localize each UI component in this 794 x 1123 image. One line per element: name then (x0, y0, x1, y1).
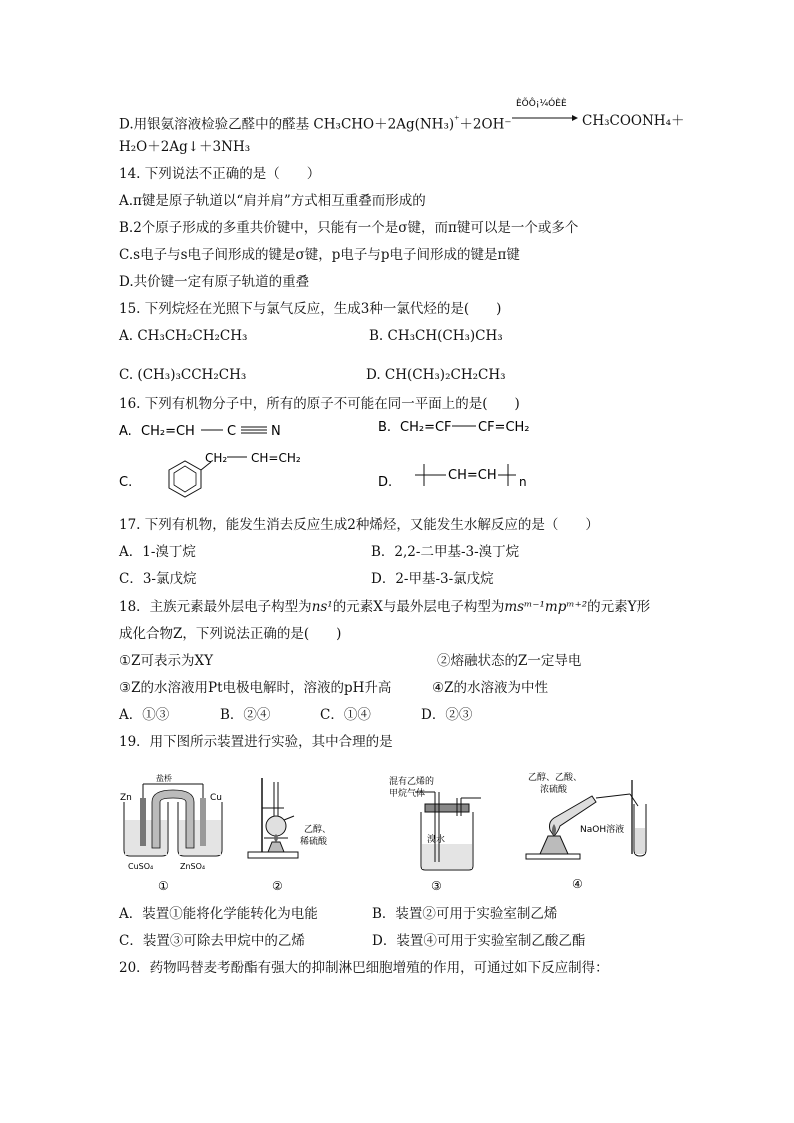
svg-text:②: ② (272, 879, 283, 893)
svg-text:溴水: 溴水 (427, 835, 446, 845)
q16-option-a (119, 418, 339, 444)
svg-text:B.: B. (378, 420, 392, 435)
svg-text:CH=CH: CH=CH (448, 468, 497, 483)
q16-option-b (378, 414, 578, 440)
q16-option-c (119, 448, 329, 502)
q17-stem: 17. 下列有机物，能发生消去反应生成2种烯烃，又能发生水解反应的是（ ） (119, 517, 599, 533)
svg-text:④: ④ (572, 877, 583, 891)
svg-text:C: C (227, 424, 237, 439)
q18-option-c: C．①④ (320, 707, 371, 723)
svg-text:CuSO₄: CuSO₄ (128, 862, 154, 871)
q18-statement-2: ②熔融状态的Z一定导电 (437, 653, 582, 669)
q18-option-a: A．①③ (119, 707, 170, 723)
svg-text:NaOH溶液: NaOH溶液 (580, 825, 625, 835)
q16-option-d (378, 460, 538, 492)
benzene-ring (169, 461, 201, 497)
q14-option-b: B.2个原子形成的多重共价键中，只能有一个是σ键，而π键可以是一个或多个 (119, 220, 579, 236)
q18-option-b: B．②④ (220, 707, 271, 723)
svg-text:①: ① (158, 879, 169, 893)
q18-statement-3: ③Z的水溶液用Pt电极电解时，溶液的pH升高 (119, 680, 392, 696)
arrow-condition: ÈÕÔ¡¼ÓÈÈ (516, 99, 567, 109)
svg-text:CF=CH₂: CF=CH₂ (478, 420, 530, 435)
svg-text:Zn: Zn (120, 793, 132, 803)
q14-option-a: A.π键是原子轨道以“肩并肩”方式相互重叠而形成的 (119, 193, 426, 209)
q15-option-a: A. CH₃CH₂CH₂CH₃ (119, 328, 248, 344)
q18-statement-1: ①Z可表示为XY (119, 653, 214, 669)
q18-statement-4: ④Z的水溶液为中性 (432, 680, 548, 696)
svg-text:n: n (519, 475, 527, 489)
q19-option-b: B．装置②可用于实验室制乙烯 (372, 906, 558, 922)
q13-product: CH₃COONH₄＋ (582, 113, 685, 129)
svg-text:稀硫酸: 稀硫酸 (300, 837, 328, 847)
q14-option-d: D.共价键一定有原子轨道的重叠 (119, 274, 310, 290)
q17-option-c: C．3-氯戊烷 (119, 571, 197, 587)
q14-stem: 14. 下列说法不正确的是（ ） (119, 166, 321, 182)
svg-text:CH=CH₂: CH=CH₂ (251, 451, 301, 465)
figure-3-gas-wash-bottle (385, 772, 495, 894)
svg-text:CH₂=CF: CH₂=CF (400, 420, 452, 435)
svg-text:混有乙烯的: 混有乙烯的 (389, 777, 435, 787)
svg-text:CH₂=CH: CH₂=CH (141, 424, 195, 439)
q13-option-d: D.用银氨溶液检验乙醛中的醛基 CH₃CHO＋2Ag(NH₃)⁺＋2OH⁻ (119, 115, 512, 133)
figure-4-ester-apparatus (520, 770, 660, 894)
q14-option-c: C.s电子与s电子间形成的键是σ键，p电子与p电子间形成的键是π键 (119, 247, 520, 263)
q15-option-b: B. CH₃CH(CH₃)CH₃ (369, 328, 503, 344)
q17-option-b: B．2,2-二甲基-3-溴丁烷 (371, 544, 520, 560)
q18-option-d: D．②③ (421, 707, 473, 723)
svg-text:Cu: Cu (210, 793, 222, 803)
svg-text:N: N (271, 424, 281, 439)
reaction-arrow (510, 96, 580, 126)
q18-stem: 18．主族元素最外层电子构型为ns¹的元素X与最外层电子构型为msᵐ⁻¹mpᵐ⁺²的元素Y形 (119, 599, 651, 615)
q19-option-a: A．装置①能将化学能转化为电能 (119, 906, 318, 922)
q19-stem: 19．用下图所示装置进行实验，其中合理的是 (119, 734, 393, 750)
svg-text:盐桥: 盐桥 (156, 774, 172, 783)
svg-text:甲烷气体: 甲烷气体 (389, 789, 426, 799)
q18-stem-line2: 成化合物Z，下列说法正确的是( ) (119, 626, 342, 642)
svg-text:A.: A. (119, 424, 132, 439)
figure-1-galvanic-cell (118, 772, 228, 894)
svg-text:ZnSO₄: ZnSO₄ (180, 862, 206, 871)
q17-option-d: D．2-甲基-3-氯戊烷 (371, 571, 494, 587)
svg-text:③: ③ (431, 879, 442, 893)
q15-option-d: D. CH(CH₃)₂CH₂CH₃ (366, 367, 506, 383)
q17-option-a: A．1-溴丁烷 (119, 544, 196, 560)
q15-option-c: C. (CH₃)₃CCH₂CH₃ (119, 367, 247, 383)
figure-2-flask-heating (238, 772, 348, 894)
q15-stem: 15. 下列烷烃在光照下与氯气反应，生成3种一氯代烃的是( ) (119, 301, 502, 317)
svg-text:乙醇、: 乙醇、 (304, 825, 332, 835)
q20-stem: 20．药物吗替麦考酚酯有强大的抑制淋巴细胞增殖的作用，可通过如下反应制得： (119, 960, 609, 976)
svg-text:D.: D. (378, 475, 393, 490)
q13-line2: H₂O＋2Ag↓＋3NH₃ (119, 139, 251, 155)
svg-text:浓硫酸: 浓硫酸 (540, 785, 568, 795)
q16-stem: 16. 下列有机物分子中，所有的原子不可能在同一平面上的是( ) (119, 396, 520, 412)
q19-option-c: C．装置③可除去甲烷中的乙烯 (119, 933, 305, 949)
q19-option-d: D．装置④可用于实验室制乙酸乙酯 (372, 933, 586, 949)
svg-text:CH₂: CH₂ (205, 451, 228, 465)
svg-text:乙醇、乙酸、: 乙醇、乙酸、 (528, 773, 583, 783)
svg-text:C.: C. (119, 475, 133, 490)
